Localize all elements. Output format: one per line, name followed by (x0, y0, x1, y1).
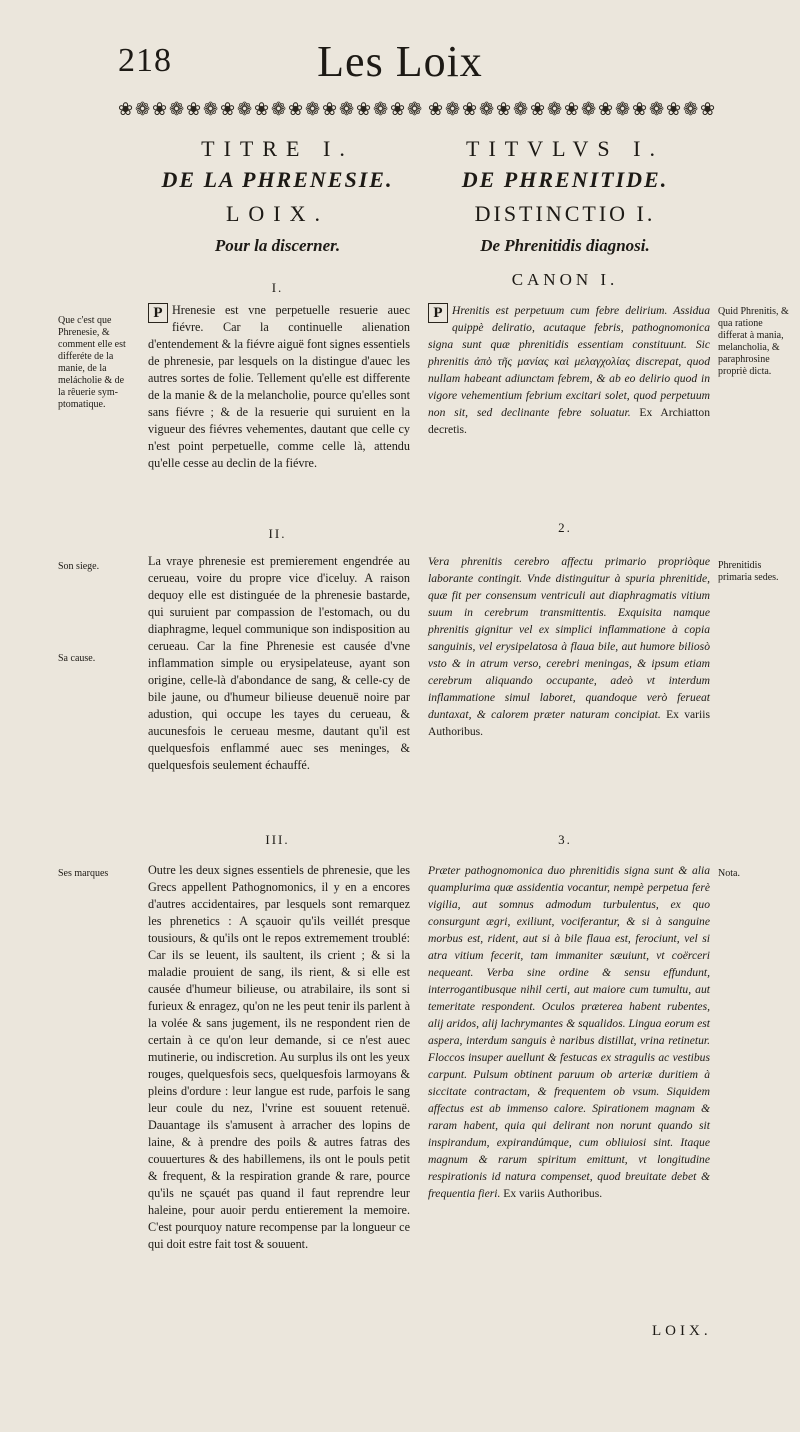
right-section-3-text: Præter pathognomonica duo phrenitidis signa sunt & alia quamplurima quæ assidentia vocantur, nempè perpetua ferè vigilia, aut somnus admodum turbulentus, ex quo consurgunt ægri, exiliunt, vociferantur, & si à sanguine morbus est, rident, aut si à bile flaua est, ferociunt, vel si atra vitium fecerit, tam immaniter sæuiunt, vt coërceri nequeant. Verba sine ordine & sensu effundunt, interrogantibusque nihil certi, aut maiore cum tumultu, aut temeritate respondent. Oculos præterea habent rubentes, alij aridos, alij lachrymantes & squalidos. Lingua eorum est aspera, interdum sanguis è naribus distillat, vrina retinetur. Floccos insuper auellunt & festucas ex stragulis ac vestibus carpunt. Pulsum obtinent paruum ob arteriæ duritiem à siccitate contractam, & frequentem ob vsum. Siquidem affectus est ab immenso calore. Spirationem magnam & raram habent, quia qui delirant non norunt quando sit inspirandum, expirandúmque, cum obliuiosi sint. Itaque magnum & rarum spiritum emittunt, vt longitudine respirationis id natura compenset, quod breuitate debet & frequentia fieri. (428, 864, 710, 1200)
left-section-2-text: La vraye phrenesie est premierement engendrée au cerueau, voire du propre vice d'iceluy. A raison dequoy elle est distinguée de la phrenesie bastarde, qui suruient par compassion de l'estomach, ou du diaphragme, lequel communique son indisposition au cerueau. Car la fine Phrenesie est causée d'vne inflammation simple ou erysipelateuse, ayant son origine, celle-là d'abondance de sang, & celle-cy de bile jaune, ou d'humeur bilieuse deuenuë noire par adustion, qui occupe les tayes du cerueau, & aucunesfois le cerueau mesme, dautant qu'il est quelquesfois enflammé auec ses meninges, & quelquesfois seulement échauffé. (148, 554, 410, 772)
left-section-1-text: Hrenesie est vne perpetuelle resuerie auec fiévre. Car la continuelle alienation d'entendement & la fiévre aiguë font signes essentiels de phrenesie, par lesquels on la distingue d'auec les autres sortes de folie. Tellement qu'elle est differente de la manie & de la melancholie, pource qu'elles sont sans fiévre ; & de la resuerie qui suruient en la vigueur des fiévres vehementes, dautant que celle cy n'est point perpetuelle, comme celle là, attendu qu'elle cesse au declin de la fiévre. (148, 303, 410, 470)
right-paragraph-3 (428, 862, 710, 1202)
left-section-2-number: II. (268, 526, 287, 541)
right-ornament-band: ❀ ❁ ❀ ❁ ❀ ❁ ❀ ❁ ❀ ❁ ❀ ❁ ❀ ❁ ❀ ❁ ❀ (428, 99, 716, 119)
right-section-3-source: Ex variis Authoribus. (503, 1187, 603, 1200)
right-subtitle: DE PHRENITIDE. (461, 167, 669, 192)
margin-note-nota: Nota. (718, 868, 740, 879)
loix-heading: LOIX. (225, 201, 330, 226)
de-heading: De Phrenitidis diagnosi. (480, 236, 650, 255)
distinctio-heading: DISTINCTIO I. (474, 201, 656, 226)
margin-note-marques: Ses marques (58, 868, 109, 879)
margin-note-quid: Quid Phrenitis, & qua ratione differat à mania, melancholia, & paraphrosine propriè dicta. (718, 306, 789, 377)
left-ornament-band: ❀ ❁ ❀ ❁ ❀ ❁ ❀ ❁ ❀ ❁ ❀ ❁ ❀ ❁ ❀ ❁ ❀ ❁ (118, 99, 423, 119)
right-dropcap: P (428, 303, 448, 323)
left-paragraph-1 (148, 302, 410, 472)
titre-heading: TITRE I. (201, 136, 354, 161)
margin-note-definition: Que c'est que Phrenesie, & comment elle est differéte de la manie, de la melácholie & de la rêuerie sym-ptomatique. (58, 315, 126, 410)
left-section-3-number: III. (265, 832, 290, 847)
right-section-2-text: Vera phrenitis cerebro affectu primario propriòque laborante contingit. Vnde distinguitur à spuria phrenitide, quæ fit per consensum ventriculi aut diaphragmatis vitium suum in cerebrum transmittentis. Exquisita namque phrenitis gignitur vel ex simplici inflammatione à copia sanguinis, vel erysipelatosa à flaua bile, aut humore biliosò vsto & in atrum verso, cerebri meningas, & ipsum etiam cerebrum aliquando occupante, adeò vt interdum inflammatione simul laboret, quandoque verò ferueat duntaxat, & calorem præter naturam concipiat. (428, 555, 710, 721)
right-section-1-source: Ex Archiatton decretis. (428, 406, 710, 436)
margin-note-cause: Sa cause. (58, 653, 96, 664)
catchword: LOIX. (652, 1323, 712, 1339)
margin-note-siege: Son siege. (58, 561, 100, 572)
right-section-1-text: Hrenitis est perpetuum cum febre delirium. Assidua quippè deliratio, acutaque febris, pathognomonica signa sunt quæ phrenitidis essentiam constituunt. Sic phrenitis ἀπὸ τῆς μανίας καὶ μελαγχολίας discrepat, quod nullam habeant adiunctam febrem, & ab eo delirio quod in vigore vehementium febrium excitari solet, quod perpetuum non sit, sed declinante febre soluatur. (428, 304, 710, 419)
left-section-1-number: I. (271, 280, 284, 295)
right-section-3-number: 3. (558, 832, 572, 847)
pour-heading: Pour la discerner. (214, 236, 341, 255)
left-section-3-text: Outre les deux signes essentiels de phrenesie, que les Grecs appellent Pathognomonics, il y en a encores d'autres accidentaires, par lesquels sont remarquez les phrenetics : A sçauoir qu'ils veillét presque tousiours, & qu'ils ont le repos extremement troublé: Car ils se leuent, ils saultent, ils crient ; & si la maladie prouient de sang, ils rient, & si elle est causée d'humeur bilieuse, ou atrabilaire, ils sont si furieux & enragez, qu'on ne les peut tenir ils parlent à la volée & sans jugement, ils ne respondent rien de certain à ce qu'on leur demande, si ce n'est auec mutinerie, ou indiscretion. Au surplus ils ont les yeux rouges, quelquesfois secs, quelquesfois larmoyans & pleins d'ordure : leur langue est rude, parfois le sang leur coule du nez, l'vrine est souuent retenuë. Dauantage ils s'amusent à arracher des lopins de laine, & à prendre des poils & autres fatras des couuertures & des habillemens, ils ont le pouls petit & frequent, & la respiration grande & rare, pource qu'ils ne sçauét pas quand il faut reprendre leur haleine, pour auoir perdu entierement la memoire. C'est pourquoy nature recompense par la longueur ce qui doit estre fait tost & souuent. (148, 863, 410, 1251)
left-dropcap: P (148, 303, 168, 323)
right-paragraph-1 (428, 302, 710, 438)
left-subtitle: DE LA PHRENESIE. (161, 167, 394, 192)
running-title: Les Loix (317, 37, 483, 86)
page-number: 218 (118, 42, 172, 79)
titulus-heading: TITVLVS I. (466, 136, 664, 161)
margin-note-sedes: Phrenitidis primaria sedes. (718, 560, 779, 583)
right-section-2-number: 2. (558, 520, 572, 535)
right-paragraph-2 (428, 553, 710, 740)
right-section-2-source: Ex variis Authoribus. (428, 708, 710, 738)
canon-heading: CANON I. (511, 270, 619, 289)
